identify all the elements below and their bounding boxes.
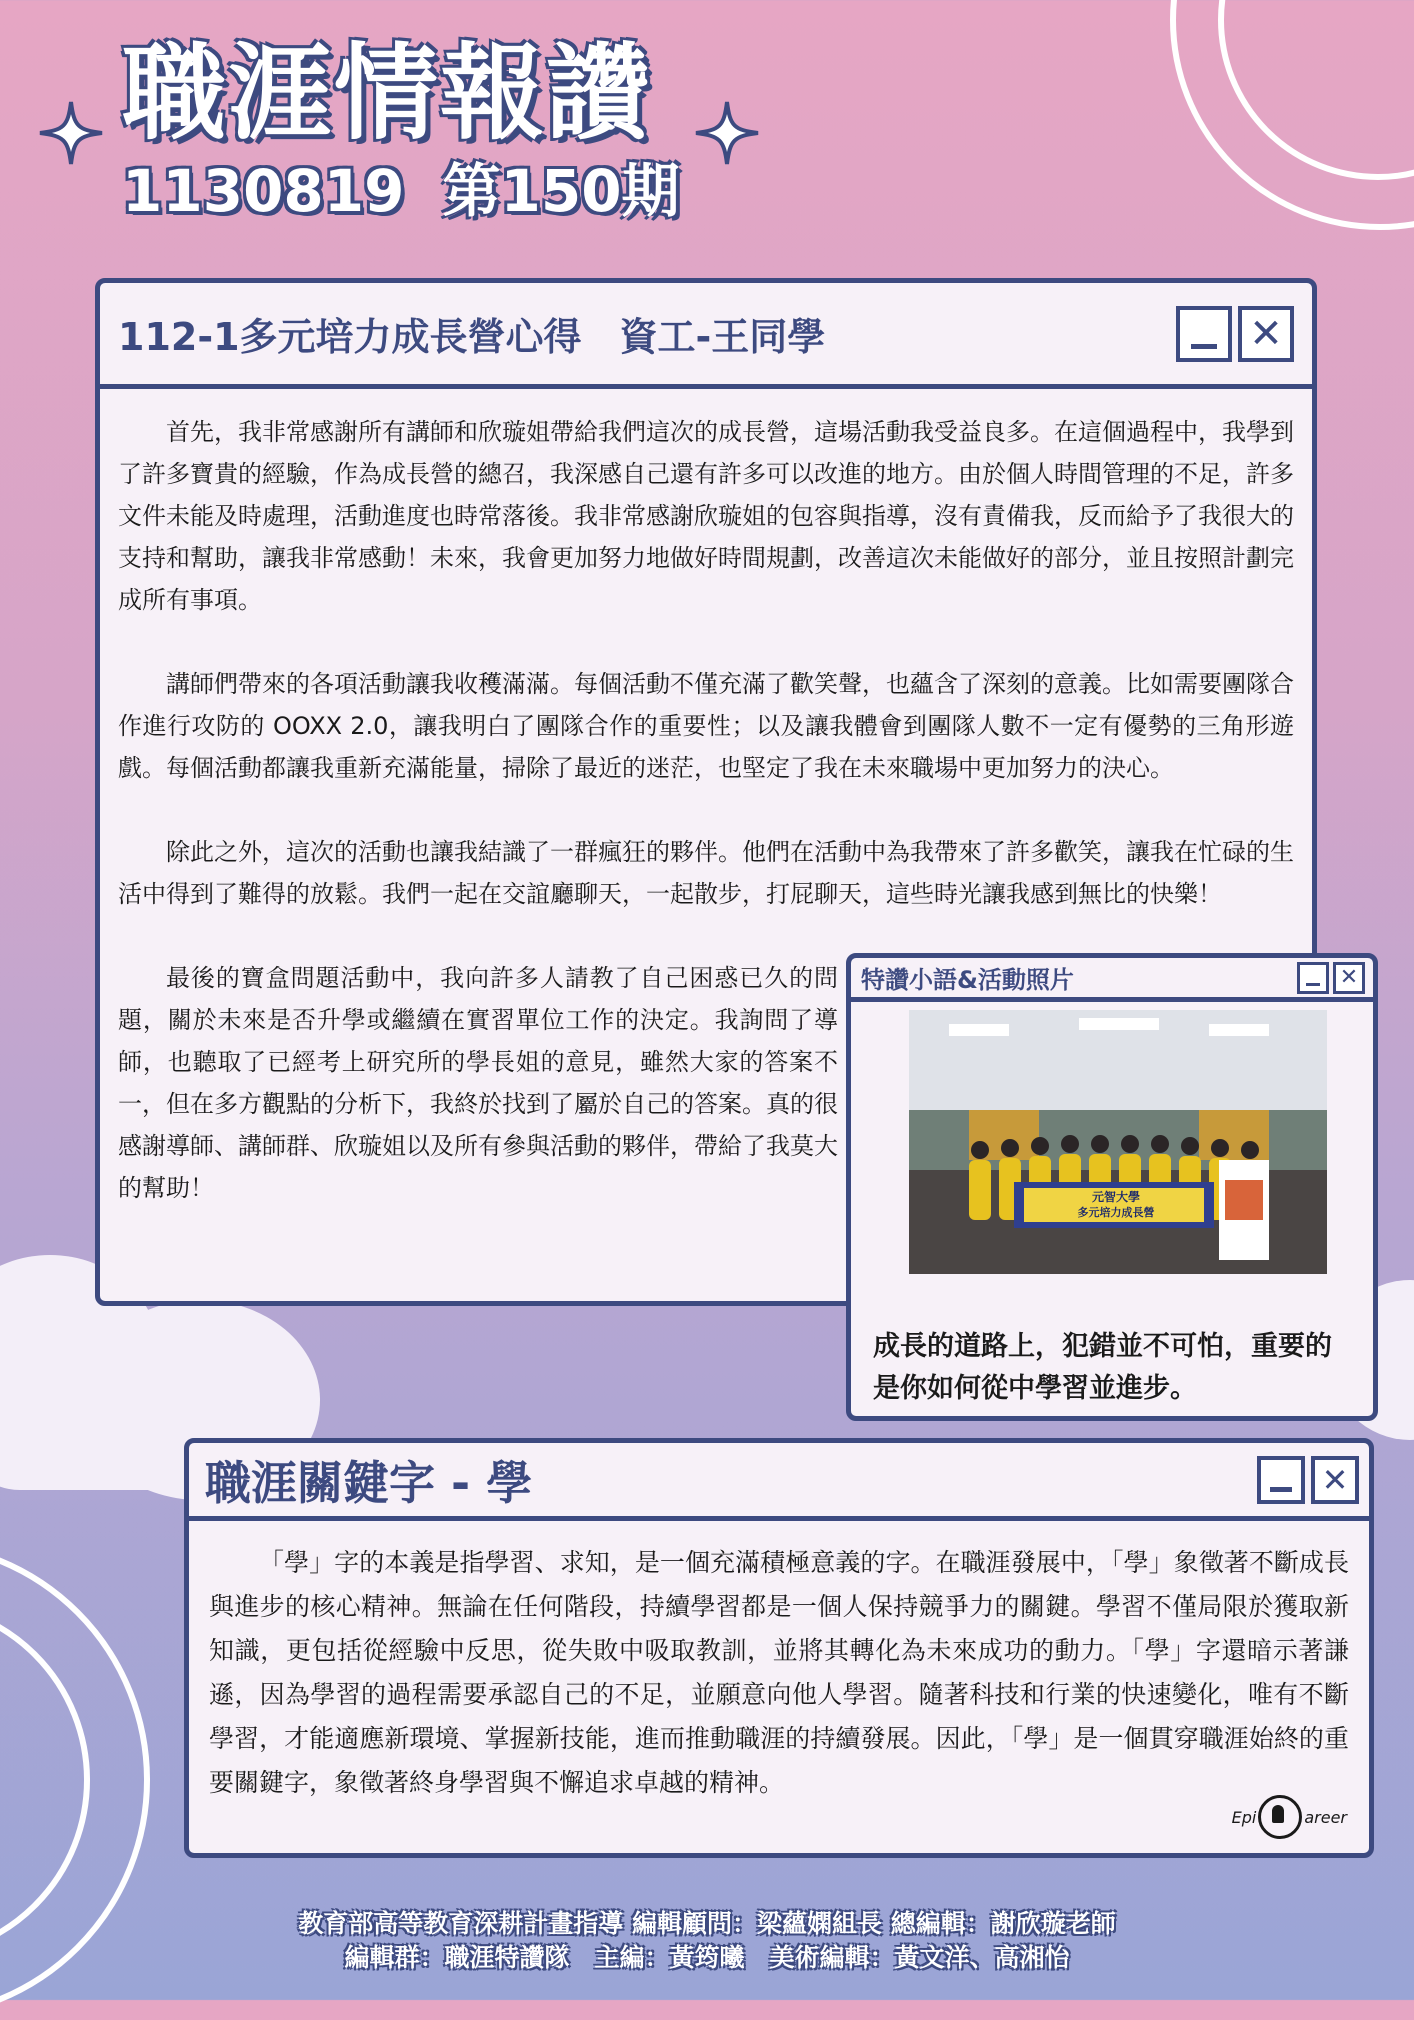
photo-window-controls — [1297, 962, 1365, 994]
minimize-button[interactable] — [1257, 1456, 1305, 1504]
activity-group-photo — [909, 1010, 1327, 1274]
keyword-paragraph: 「學」字的本義是指學習、求知，是一個充滿積極意義的字。在職涯發展中，「學」象徵著不斷成長與進步的核心精神。無論在任何階段，持續學習都是一個人保持競爭力的關鍵。學習不僅局限於獲取新知識，更包括從經驗中反思，從失敗中吸取教訓，並將其轉化為未來成功的動力。「學」字還暗示著謙遜，因為學習的過程需要承認自己的不足，並願意向他人學習。隨著科技和行業的快速變化，唯有不斷學習，才能適應新環境、掌握新技能，進而推動職涯的持續發展。因此，「學」是一個貫穿職涯始終的重要關鍵字，象徵著終身學習與不懈追求卓越的精神。 — [209, 1548, 1349, 1797]
logo-emblem-icon — [1258, 1795, 1302, 1839]
minimize-button[interactable] — [1176, 306, 1232, 362]
minimize-icon — [1270, 1487, 1292, 1492]
newsletter-title: 職涯情報讚 — [122, 32, 653, 154]
article-paragraph: 除此之外，這次的活動也讓我結識了一群瘋狂的夥伴。他們在活動中為我帶來了許多歡笑，讓我在忙碌的生活中得到了難得的放鬆。我們一起在交誼廳聊天，一起散步，打屁聊天，這些時光讓我感到無比的快樂！ — [118, 838, 1294, 908]
article-paragraph: 講師們帶來的各項活動讓我收穫滿滿。每個活動不僅充滿了歡笑聲，也蘊含了深刻的意義。比如需要團隊合作進行攻防的 OOXX 2.0，讓我明白了團隊合作的重要性；以及讓我體會到團隊人數不一定有優勢的三角形遊戲。每個活動都讓我重新充滿能量，掃除了最近的迷茫，也堅定了我在未來職場中更加努力的決心。 — [118, 670, 1294, 782]
photo-window-title: 特讚小語&活動照片 — [861, 966, 1074, 994]
close-button[interactable] — [1238, 306, 1294, 362]
epicareer-logo — [1232, 1795, 1347, 1839]
photo-banner-text: 元智大學 — [1091, 1190, 1140, 1204]
minimize-button[interactable] — [1297, 962, 1329, 994]
article-paragraph: 最後的寶盒問題活動中，我向許多人請教了自己困惑已久的問題，關於未來是否升學或繼續在實習單位工作的決定。我詢問了導師，也聽取了已經考上研究所的學長姐的意見，雖然大家的答案不一，但在多方觀點的分析下，我終於找到了屬於自己的答案。真的很感謝導師、講師群、欣璇姐以及所有參與活動的夥伴，帶給了我莫大的幫助！ — [118, 964, 838, 1202]
minimize-icon — [1191, 344, 1218, 349]
footer-line-1: 教育部高等教育深耕計畫指導 編輯顧問：梁蘊嫻組長 總編輯：謝欣璇老師 — [298, 1909, 1116, 1938]
sparkle-icon-right — [694, 100, 760, 166]
footer-line-2: 編輯群：職涯特讚隊 主編：黃筠曦 美術編輯：黃文洋、高湘怡 — [344, 1943, 1070, 1972]
issue-line — [122, 157, 680, 225]
photo-banner-subtext: 多元培力成長營 — [1077, 1206, 1155, 1219]
close-button[interactable] — [1311, 1456, 1359, 1504]
article-window-controls — [1176, 306, 1294, 362]
article-window-titlebar — [100, 283, 1312, 389]
logo-text-right: areer — [1304, 1807, 1347, 1827]
close-icon: ✕ — [1249, 310, 1283, 357]
keyword-body — [189, 1521, 1369, 1805]
close-icon: ✕ — [1321, 1460, 1349, 1499]
issue-date: 1130819 — [122, 157, 405, 225]
article-title: 112-1多元培力成長營心得 資工-王同學 — [118, 315, 826, 359]
photo-quote: 成長的道路上，犯錯並不可怕，重要的是你如何從中學習並進步。 — [873, 1331, 1332, 1404]
keyword-title: 職涯關鍵字 - 學 — [205, 1455, 533, 1510]
minimize-icon — [1306, 983, 1321, 986]
article-paragraph: 首先，我非常感謝所有講師和欣璇姐帶給我們這次的成長營，這場活動我受益良多。在這個過程中，我學到了許多寶貴的經驗，作為成長營的總召，我深感自己還有許多可以改進的地方。由於個人時間管理的不足，許多文件未能及時處理，活動進度也時常落後。我非常感謝欣璇姐的包容與指導，沒有責備我，反而給予了我很大的支持和幫助，讓我非常感動！未來，我會更加努力地做好時間規劃，改善這次未能做好的部分，並且按照計劃完成所有事項。 — [118, 418, 1294, 614]
keyword-window-controls — [1257, 1456, 1359, 1504]
sparkle-icon-left — [38, 100, 104, 166]
close-button[interactable] — [1333, 962, 1365, 994]
keyword-window — [184, 1438, 1374, 1858]
photo-window — [846, 953, 1378, 1421]
close-icon: ✕ — [1339, 965, 1359, 990]
footer-credits — [0, 1907, 1414, 1975]
logo-text-left: Epi — [1231, 1807, 1257, 1827]
issue-number: 第150期 — [442, 157, 680, 225]
photo-window-titlebar — [851, 958, 1373, 1002]
keyword-window-titlebar — [189, 1443, 1369, 1521]
group-photo-illustration — [909, 1010, 1327, 1274]
